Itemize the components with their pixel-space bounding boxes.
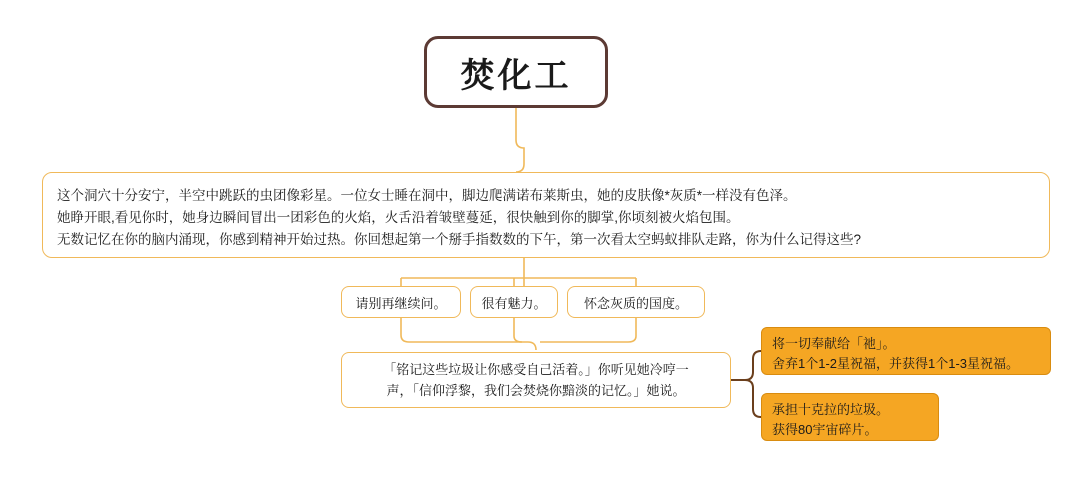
reward-node-2[interactable] xyxy=(761,393,939,441)
reward-node-1[interactable] xyxy=(761,327,1051,375)
page-title: 焚化工 xyxy=(460,56,572,95)
dialogue-line: 声，「信仰浮黎，我们会焚烧你黯淡的记忆。」她说。 xyxy=(386,383,686,398)
narration-line: 这个洞穴十分安宁，半空中跳跃的虫团像彩星。一位女士睡在洞中，脚边爬满诺布莱斯虫，她的皮肤像*灰质*一样没有色泽。 xyxy=(57,188,797,203)
choice-label: 怀念灰质的国度。 xyxy=(583,295,688,311)
dialogue-line: 「铭记这些垃圾让你感受自己活着。」你听见她冷哼一 xyxy=(383,362,689,377)
narration-node xyxy=(42,172,1050,258)
dialogue-node xyxy=(341,352,731,408)
reward-line: 将一切奉献给「祂」。 xyxy=(772,336,896,351)
narration-line: 无数记忆在你的脑内涌现，你感到精神开始过热。你回想起第一个掰手指数数的下午，第一次看太空蚂蚁排队走路，你为什么记得这些? xyxy=(57,232,862,247)
narration-line: 她睁开眼,看见你时，她身边瞬间冒出一团彩色的火焰，火舌沿着皱壁蔓延，很快触到你的脚掌,你顷刻被火焰包围。 xyxy=(57,210,740,225)
reward-line: 获得80宇宙碎片。 xyxy=(772,422,878,437)
choice-option-2[interactable] xyxy=(470,286,558,318)
choice-label: 请别再继续问。 xyxy=(355,295,447,311)
choice-option-1[interactable] xyxy=(341,286,461,318)
title-node[interactable] xyxy=(424,36,608,108)
choice-option-3[interactable] xyxy=(567,286,705,318)
reward-line: 舍弃1个1-2星祝福，并获得1个1-3星祝福。 xyxy=(772,356,1020,371)
reward-line: 承担十克拉的垃圾。 xyxy=(772,402,890,417)
choice-label: 很有魅力。 xyxy=(481,295,547,311)
